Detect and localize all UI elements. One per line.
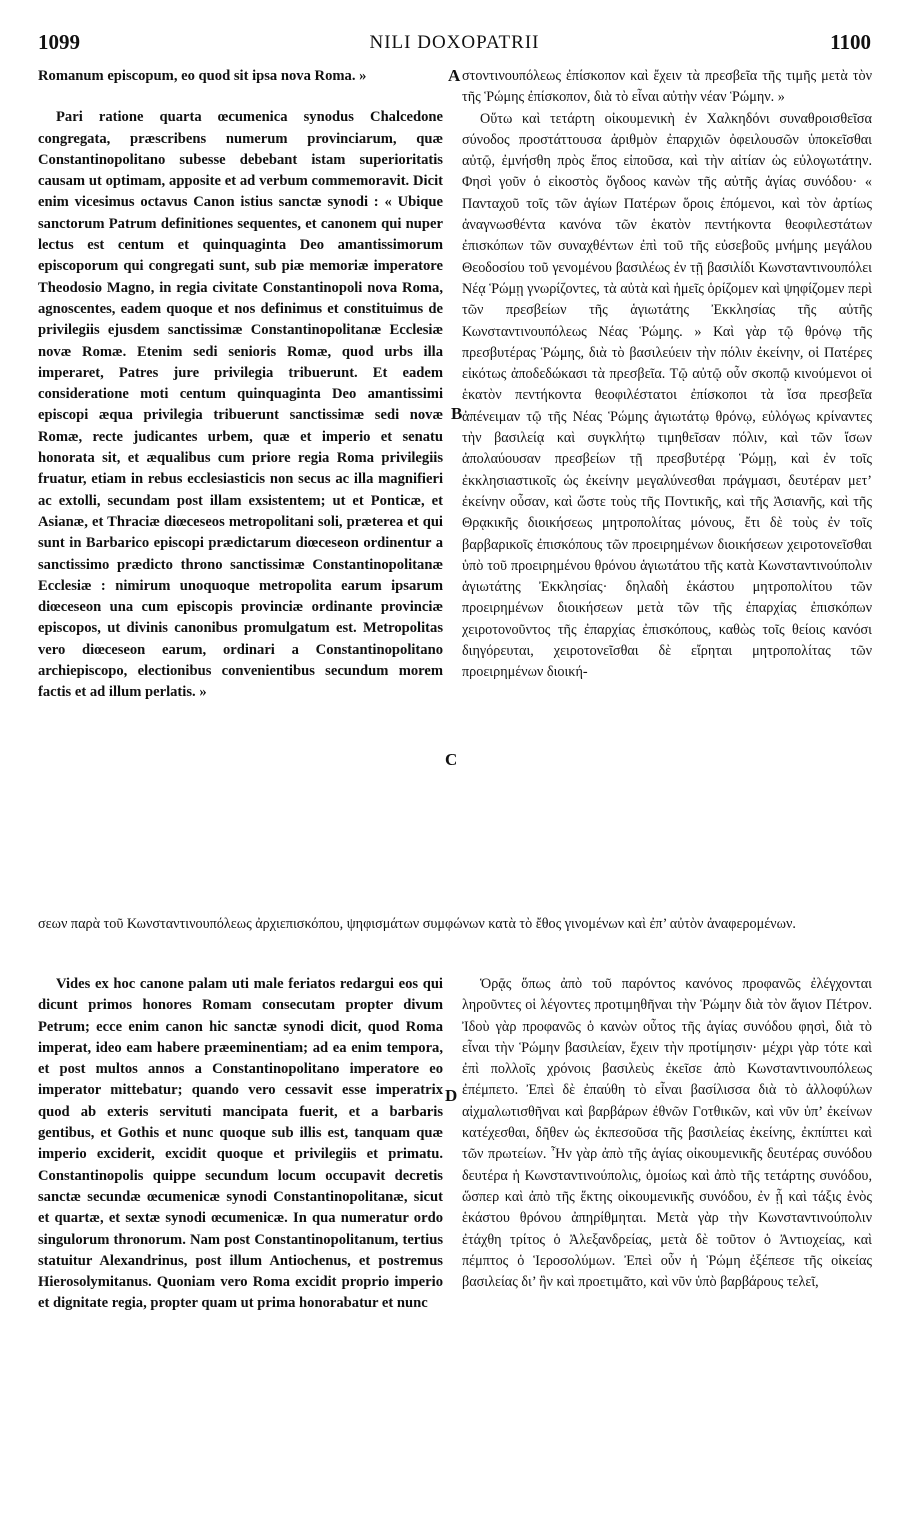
section-marker-b: B — [451, 404, 463, 423]
section-marker-c: C — [445, 750, 458, 769]
greek-column-bottom — [462, 974, 872, 1534]
running-title: NILI DOXOPATRII — [369, 32, 540, 53]
greek-column-top — [462, 66, 872, 908]
latin-column-bottom — [38, 974, 443, 1534]
greek-paragraph: Ὁρᾷς ὅπως ἀπὸ τοῦ παρόντος κανόνος προφανῶς ἐλέγχονται ληροῦντες οἱ λέγοντες προτιμηθῆναι τὴν Ῥώμην διὰ τὸν ἅγιον Πέτρον. Ἰδοὺ γὰρ προφανῶς ὁ κανὼν οὗτος τῆς ἁγίας συνόδου φησὶ, διὰ τὸ εἶναι τὴν Ῥώμην βασιλείαν, ἔχειν τὴν προτίμησιν· μέχρι γὰρ τότε καὶ ἐπὶ πολλοῖς χρόνοις βασιλεὺς ἐκεῖσε ἀπὸ Κωνσταντινουπόλεως ἐπέμπετο. Ἐπεὶ δὲ ἐπαύθη τὸ εἶναι βασίλισσα διὰ τὸ ἀλλοφύλων αἰχμαλωτισθῆναι καὶ βαρβάρων ἐθνῶν Γοτθικῶν, καὶ νῦν ὑπ’ ἐκείνων κατέχεσθαι, δῆθεν ὡς ἐκπεσοῦσα τῆς βασιλείας ἐκείνης, ἐκπίπτει καὶ τῶν πρωτείων. Ἦν γὰρ ἀπὸ τῆς ἁγίας οἰκουμενικῆς δευτέρας συνόδου δευτέρα ἡ Κωνσταντινούπολις, ὁμοίως καὶ ἀπὸ τῆς τετάρτης συνόδου, ὥσπερ καὶ ἀπὸ τῆς ἕκτης οἰκουμενικῆς συνόδου, ἐν ᾗ καὶ τάξις ἑνὸς ἑκάστου θρόνου ἀπηρίθμηται. Μετὰ γὰρ τὴν Κωνσταντινούπολιν ἐτάχθη τρίτος ὁ Ἀλεξανδρείας, μετὰ δὲ τοῦτον ὁ Ἀντιοχείας, καὶ πέμπτος ὁ Ἱεροσολύμων. Ἐπεὶ οὖν ἡ Ῥώμη ἐξέπεσε τῆς οἰκείας βασιλείας δι’ ἣν καὶ προετιμᾶτο, καὶ νῦν ὑπὸ βαρβάρους τελεῖ, — [462, 976, 872, 1291]
greek-paragraph: στοντινουπόλεως ἐπίσκοπον καὶ ἔχειν τὰ πρεσβεῖα τῆς τιμῆς μετὰ τὸν τῆς Ῥώμης ἐπίσκοπον, διὰ τὸ εἶναι αὐτὴν νέαν Ῥώμην. » — [462, 68, 872, 106]
right-page-number: 1100 — [830, 30, 871, 54]
greek-spanning-text: σεων παρὰ τοῦ Κωνσταντινουπόλεως ἀρχιεπισκόπου, ψηφισμάτων συμφώνων κατὰ τὸ ἔθος γινομένων καὶ ἐπ’ αὐτὸν ἀναφερομένων. — [38, 916, 796, 932]
page-header — [38, 30, 871, 58]
latin-paragraph: Vides ex hoc canone palam uti male feriatos redargui eos qui dicunt primos honores Romam consecutam propter divum Petrum; ecce enim canon hic sanctæ synodi dicit, quod Roma imperat, ideo eam habere præeminentiam; ad ea enim tempora, et post multos annos a Constantinopolitano imperatore eo imperator mittebatur; quando vero cessavit esse imperatrix quod ab exteris servituti mancipata fuerit, et a barbaris gentibus, et Gothis et nunc quoque sub illis est, tanquam quæ imperio exciderit, excidit quoque et privilegiis et primatu. Constantinopolis quippe secundum locum occupavit decretis sanctæ secundæ œcumenicæ synodi Constantinopolitanæ, sicut et quartæ, et sextæ synodi œcumenicæ. In qua numeratur ordo singulorum thronorum. Nam post Constantinopolitanum, tertius statuitur Alexandrinus, post illum Antiochenus, et postremus Hierosolymitanus. Quoniam vero Roma excidit proprio imperio et dignitate regia, propter quam ut prima honorabatur et nunc — [38, 976, 443, 1312]
section-marker-a: A — [448, 66, 461, 85]
left-page-number: 1099 — [38, 30, 80, 54]
greek-paragraph: Οὕτω καὶ τετάρτη οἰκουμενικὴ ἐν Χαλκηδόνι συναθροισθεῖσα σύνοδος προστάττουσα ἀριθμὸν ἐπαρχιῶν ὀφειλουσῶν ὑποκεῖσθαι αὐτῷ, ἐμνήσθη πρὸς ἔπος εἰποῦσα, καὶ τὴν αἰτίαν ὡς εὐλογωτάτην. Φησὶ γοῦν ὁ εἰκοστὸς ὄγδοος κανὼν τῆς αὐτῆς ἁγίας συνόδου· « Πανταχοῦ τοῖς τῶν ἁγίων Πατέρων ὅροις ἑπόμενοι, καὶ τὸν ἀρτίως ἀναγνωσθέντα κανόνα τῶν ἑκατὸν πεντήκοντα θεοφιλεστάτων ἐπισκόπων τῶν συναχθέντων ἐπὶ τοῦ τῆς εὐσεβοῦς μνήμης μεγάλου Θεοδοσίου τοῦ γενομένου βασιλέως ἐν τῇ βασιλίδι Κωνσταντινουπόλει Νέᾳ Ῥώμῃ γνωρίζοντες, τὰ αὐτὰ καὶ ἡμεῖς ὁρίζομεν καὶ ψηφίζομεν περὶ τῶν πρεσβείων τῆς ἁγιωτάτης Ἐκκλησίας τῆς αὐτῆς Κωνσταντινουπόλεως Νέας Ῥώμης. » Καὶ γὰρ τῷ θρόνῳ τῆς πρεσβυτέρας Ῥώμης, διὰ τὸ βασιλεύειν τὴν πόλιν ἐκείνην, οἱ Πατέρες εἰκότως ἀποδεδώκασι τὰ πρεσβεῖα. Τῷ αὐτῷ οὖν σκοπῷ κινούμενοι οἱ ἑκατὸν πεντήκοντα θεοφιλέστατοι ἐπίσκοποι τὰ ἴσα πρεσβεῖα ἀπένειμαν τῷ τῆς Νέας Ῥώμης ἁγιωτάτῳ θρόνῳ, εὐλόγως κρίναντες τὴν βασιλείᾳ καὶ συγκλήτῳ τιμηθεῖσαν πόλιν, καὶ τῶν ἴσων ἀπολαύουσαν πρεσβείων τῇ πρεσβυτέρᾳ Ῥώμῃ, καὶ ἐν τοῖς ἐκκλησιαστικοῖς ὡς ἐκείνην μεγαλύνεσθαι πράγμασι, δευτέραν μετ’ ἐκείνην οὖσαν, καὶ ὥστε τοὺς τῆς Ποντικῆς, καὶ τῆς Ἀσιανῆς, καὶ τῆς Θρᾳκικῆς διοικήσεως μητροπολίτας μόνους, ἔτι δὲ τοὺς ἐν τοῖς βαρβαρικοῖς ἐπισκόπους τῶν προειρημένων διοικήσεων χειροτονεῖσθαι ὑπὸ τοῦ προειρημένου θρόνου ἁγιωτάτου τῆς κατὰ Κωνσταντινούπολιν ἁγιωτάτης Ἐκκλησίας· δηλαδὴ ἑκάστου μητροπολίτου τῶν προειρημένων διοικήσεων μετὰ τῶν τῆς ἐπαρχίας ἐπισκόπων χειροτονοῦντος τῆς ἐπαρχίας ἐπισκόπους, καθὼς τοῖς θείοις κανόσι διηγόρευται, χειροτονεῖσθαι δὲ εἴρηται μητροπολίτας τῶν προειρημένων διοική- — [462, 110, 872, 681]
latin-column-top — [38, 66, 443, 908]
latin-paragraph: Romanum episcopum, eo quod sit ipsa nova Roma. » — [38, 68, 367, 84]
latin-paragraph: Pari ratione quarta œcumenica synodus Chalcedone congregata, præscribens numerum provinciarum, quæ Constantinopolitano subesse debebant istam superioritatis causam ut optimam, apposite et ad verbum commemoravit. Dicit enim vicesimus octavus Canon istius sanctæ synodi : « Ubique sanctorum Patrum definitiones sequentes, et canonem qui nuper lectus est centum et quinquaginta Deo amantissimorum episcoporum qui congregati sunt, sub piæ memoriæ imperatore Theodosio Magno, in regia civitate Constantinopoli nova Roma, agnoscentes, eadem quoque et nos definimus et constituimus de privilegiis ejusdem sanctissimæ Constantinopolitanæ Ecclesiæ novæ Romæ. Etenim sedi senioris Romæ, quod urbs illa imperaret, Patres jure privilegia tribuerunt. Et eadem consideratione moti centum quinquaginta Deo amantissimi episcopi æqua privilegia tribuerunt sanctissimæ sedi novæ Romæ, recte judicantes urbem, quæ et imperio et senatu honorata sit, et æqualibus cum priore regia Roma privilegiis fruatur, etiam in rebus ecclesiasticis non secus ac illa magnifieri ac extolli, secundam post illam exsistentem; ut et Ponticæ, et Asianæ, et Thraciæ diœceseos metropolitani soli, præterea et qui sunt in Barbarico episcopi prædictarum diœceseon ordinentur a sanctissimo prædicto throno sanctissimæ Constantinopolitanæ Ecclesiæ : nimirum unoquoque metropolita earum ipsarum diœceseon una cum episcopis provinciæ ordinante provinciæ episcopos, ut divinis canonibus promulgatum est. Metropolitas vero diœceseon earum, ordinari a Constantinopolitano archiepiscopo, electionibus convenientibus secundum morem factis et ad illum perlatis. » — [38, 109, 443, 701]
section-marker-d: D — [445, 1086, 458, 1105]
